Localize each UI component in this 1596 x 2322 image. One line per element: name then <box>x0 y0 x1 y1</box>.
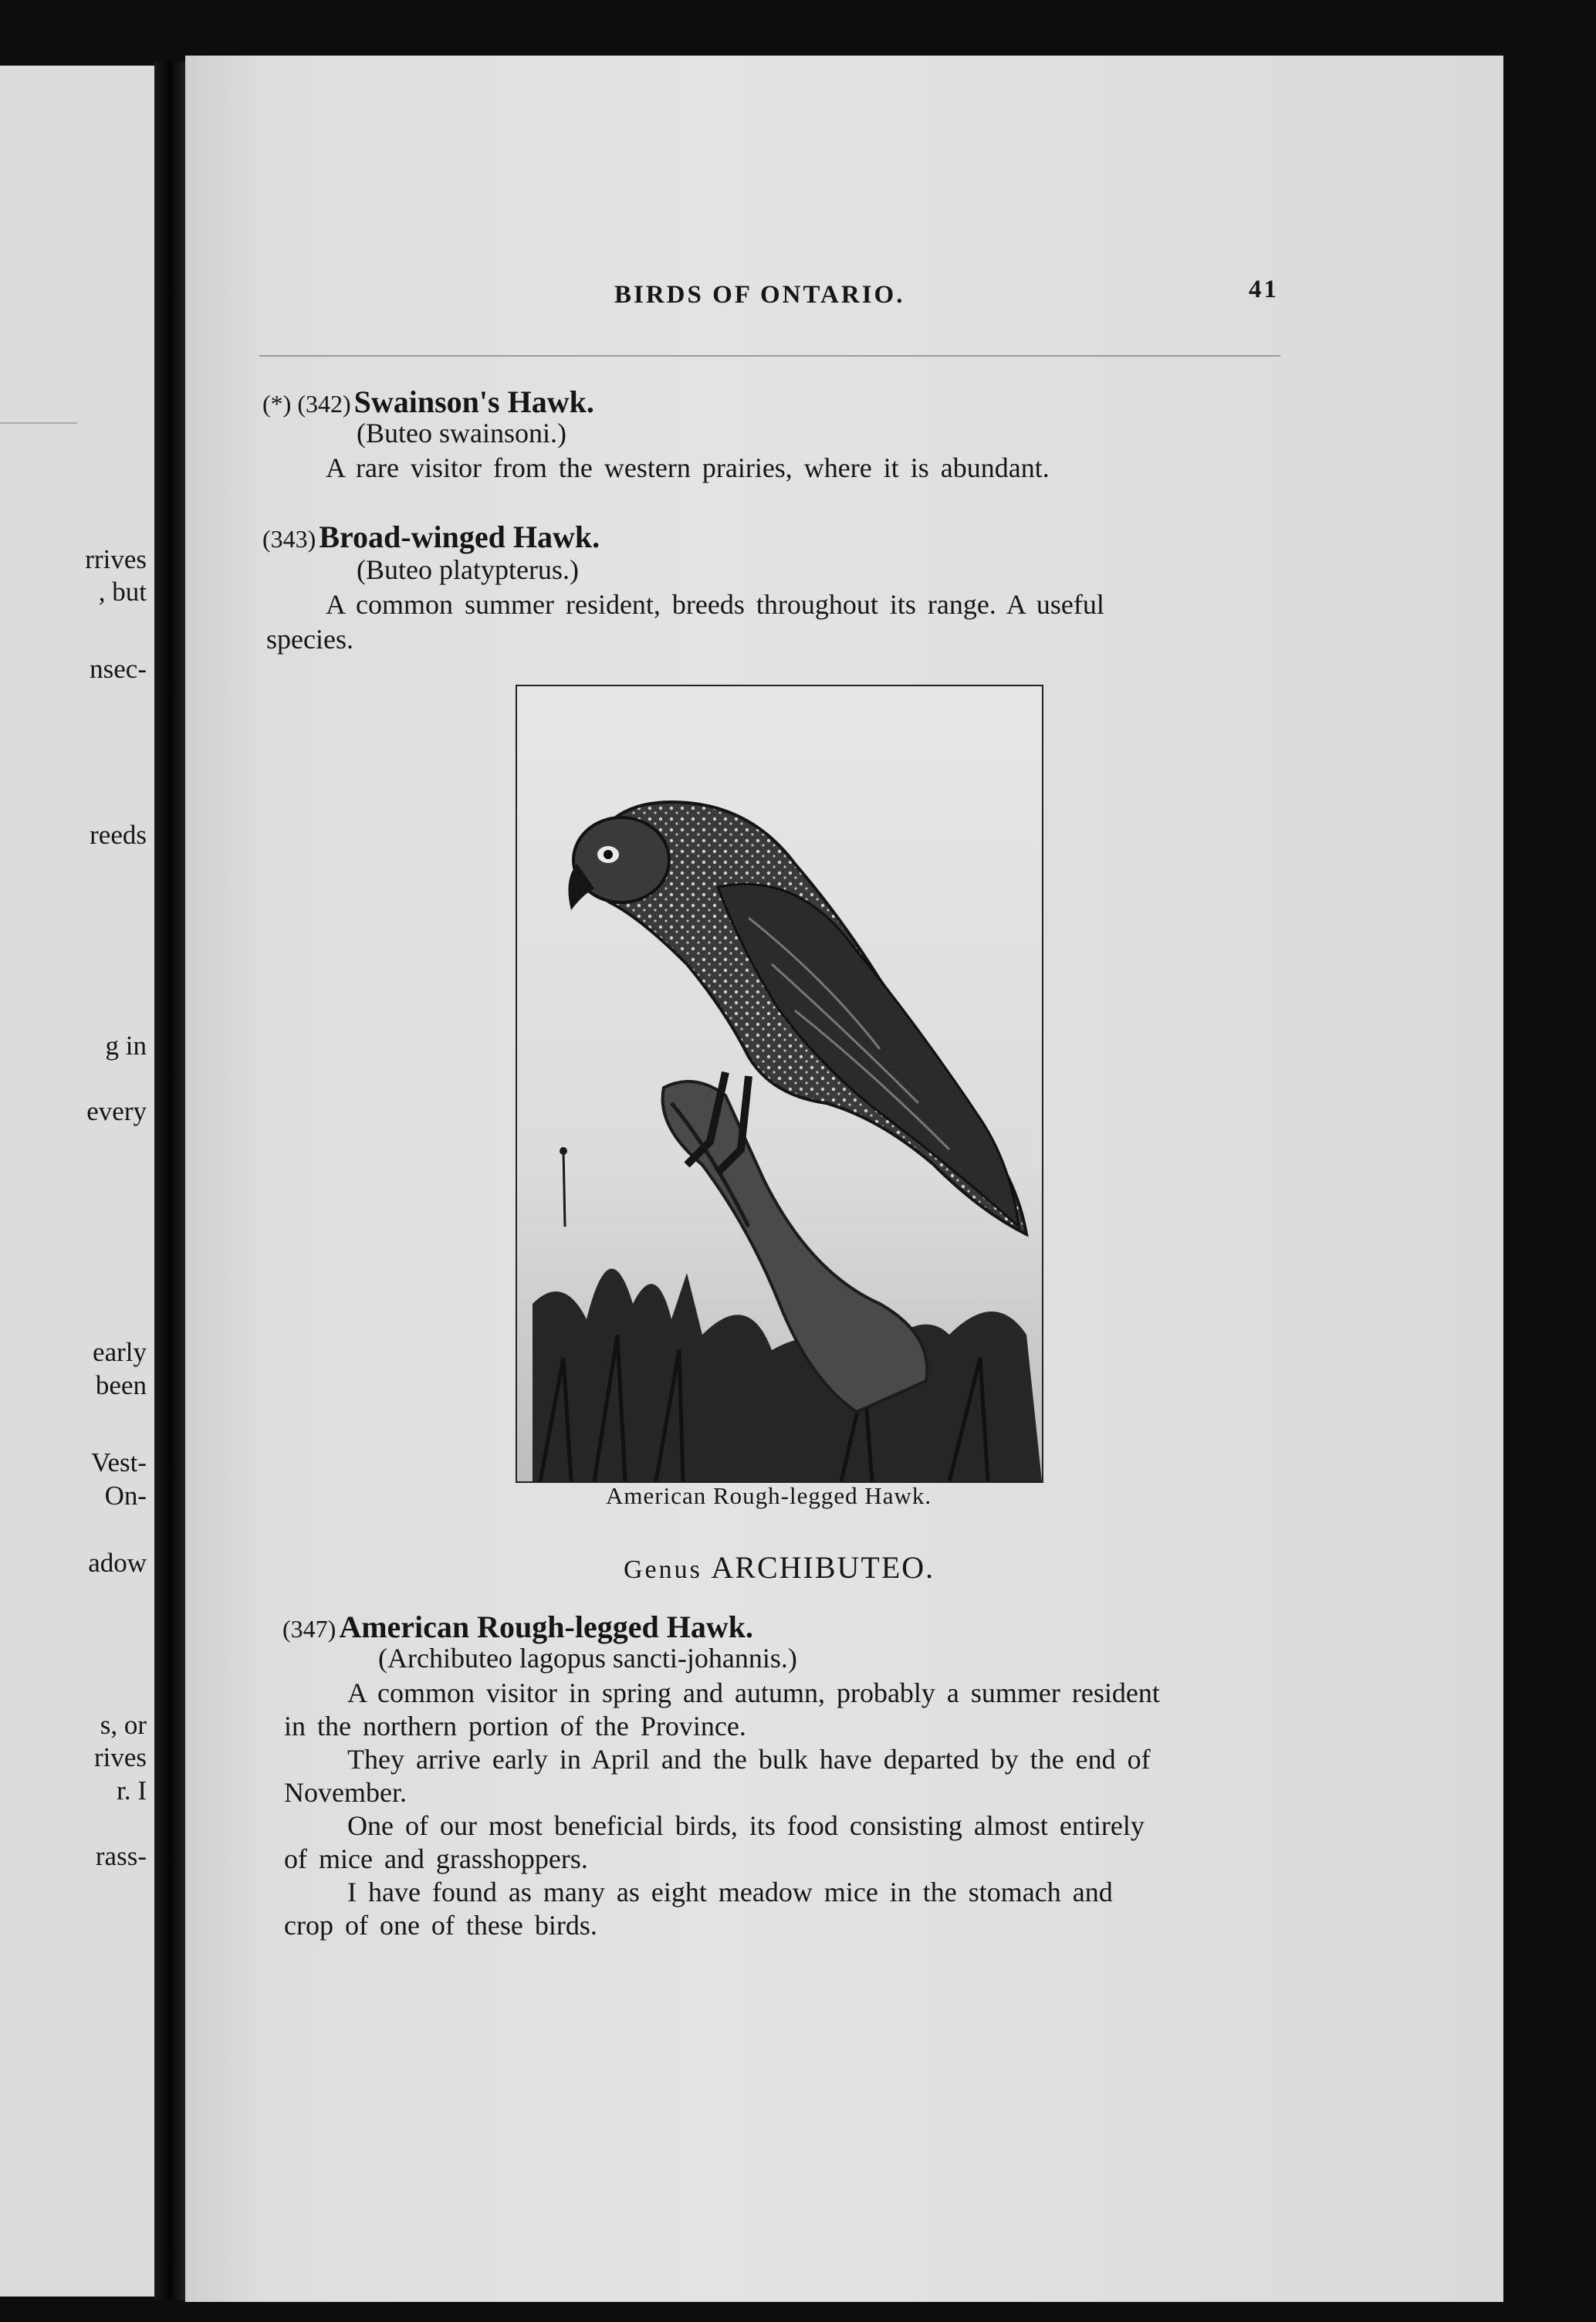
left-text-fragment: reeds <box>90 820 147 850</box>
right-page <box>185 56 1503 2302</box>
entry-number: (347) <box>282 1615 336 1643</box>
hawk-illustration <box>516 685 1043 1483</box>
left-text-fragment: every <box>86 1096 147 1126</box>
entry-text-line: They arrive early in April and the bulk have departed by the end of <box>347 1744 1151 1775</box>
genus-heading <box>624 1549 935 1586</box>
left-text-fragment: Vest- <box>91 1447 147 1477</box>
left-text-fragment: On- <box>104 1481 147 1511</box>
entry-347-heading <box>282 1609 753 1645</box>
left-text-fragment: s, or <box>100 1710 147 1740</box>
genus-label: Genus <box>624 1555 702 1584</box>
entry-text-line: A common visitor in spring and autumn, probably a summer resident <box>347 1677 1160 1708</box>
entry-text-line: of mice and grasshoppers. <box>284 1843 588 1874</box>
entry-scientific-name: (Buteo platypterus.) <box>357 554 579 585</box>
left-text-fragment: rives <box>93 1742 147 1772</box>
entry-text-line: in the northern portion of the Province. <box>284 1711 746 1742</box>
entry-text-line: One of our most beneficial birds, its food consisting almost entirely <box>347 1810 1145 1841</box>
entry-342-heading <box>262 384 594 420</box>
entry-number: (343) <box>262 525 316 553</box>
left-page-fragment <box>0 66 154 2297</box>
left-text-fragment: adow <box>88 1548 147 1578</box>
figure-caption: American Rough-legged Hawk. <box>606 1482 932 1509</box>
entry-common-name: American Rough-legged Hawk. <box>339 1609 753 1644</box>
running-title: BIRDS OF ONTARIO. <box>614 281 905 309</box>
entry-common-name: Swainson's Hawk. <box>353 384 594 419</box>
header-rule <box>259 355 1280 357</box>
left-text-fragment: early <box>93 1337 147 1367</box>
entry-text-line: crop of one of these birds. <box>284 1910 597 1941</box>
left-header-rule <box>0 422 77 424</box>
entry-text-line: A rare visitor from the western prairies, where it is abundant. <box>326 452 1050 483</box>
genus-name: ARCHIBUTEO. <box>711 1550 935 1585</box>
entry-343-heading <box>262 519 600 555</box>
left-text-fragment: , but <box>98 577 147 607</box>
book-spine-shadow <box>154 62 189 2300</box>
entry-scientific-name: (Buteo swainsoni.) <box>357 418 566 448</box>
entry-number: (*) (342) <box>262 390 351 418</box>
entry-scientific-name: (Archibuteo lagopus sancti-johannis.) <box>378 1643 797 1674</box>
left-text-fragment: rrives <box>85 544 147 574</box>
page-number: 41 <box>1249 276 1279 303</box>
entry-text-line: species. <box>266 624 353 655</box>
left-text-fragment: r. I <box>117 1775 147 1806</box>
left-text-fragment: rass- <box>95 1841 147 1871</box>
entry-text-line: I have found as many as eight meadow mice in the stomach and <box>347 1877 1113 1907</box>
entry-text-line: November. <box>284 1777 407 1808</box>
entry-text-line: A common summer resident, breeds throughout its range. A useful <box>326 589 1104 620</box>
left-text-fragment: been <box>95 1370 147 1400</box>
left-text-fragment: nsec- <box>90 654 147 684</box>
entry-common-name: Broad-winged Hawk. <box>319 520 600 554</box>
left-text-fragment: g in <box>105 1031 147 1061</box>
